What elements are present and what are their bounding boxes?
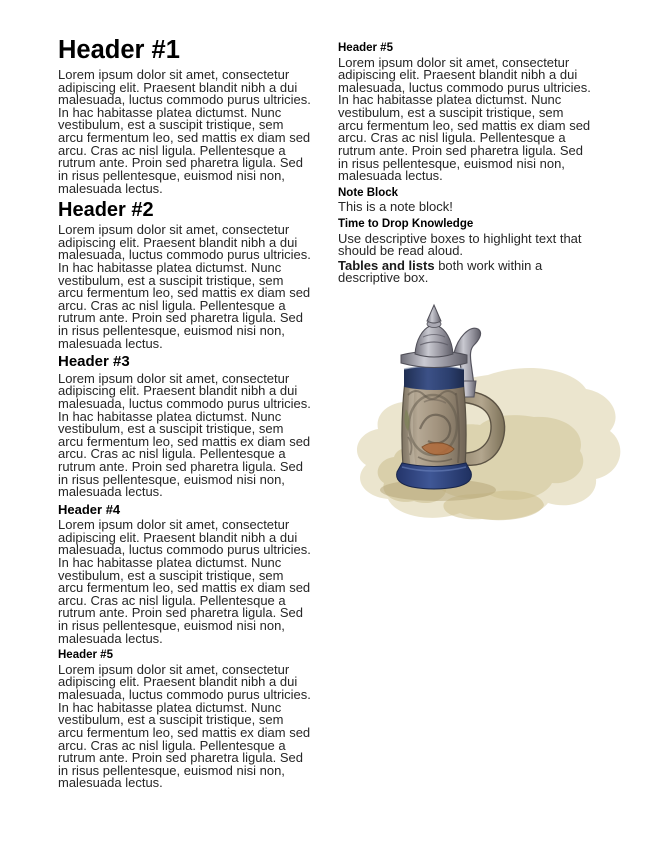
note-block-text: This is a note block! xyxy=(338,199,453,215)
header-4: Header #4 xyxy=(58,501,121,517)
right-column xyxy=(338,36,591,844)
header-1: Header #1 xyxy=(58,36,180,64)
beer-stein-illustration xyxy=(338,297,638,527)
header-5-left: Header #5 xyxy=(58,649,113,662)
header-3: Header #3 xyxy=(58,353,130,371)
tables-lists-line xyxy=(338,257,591,286)
header-2: Header #2 xyxy=(58,199,154,222)
knowledge-title: Time to Drop Knowledge xyxy=(338,217,474,230)
beer-stein-svg xyxy=(338,297,638,527)
lorem-paragraph: Lorem ipsum dolor sit amet, consectetur adipiscing elit. Praesent blandit nibh a dui malesuada, luctus commodo purus ultricies. In hac habitasse platea dictumst. Nunc vestibulum, est a suscipit tristique, sem arcu fermentum leo, sed mattis ex diam sed arcu. Cras ac nisl ligula. Pellentesque a rutrum ante. Proin sed pharetra ligula. Sed in risus pellentesque, euismod nisi non, malesuada lectus. xyxy=(58,517,311,646)
lorem-paragraph: Lorem ipsum dolor sit amet, consectetur adipiscing elit. Praesent blandit nibh a dui malesuada, luctus commodo purus ultricies. In hac habitasse platea dictumst. Nunc vestibulum, est a suscipit tristique, sem arcu fermentum leo, sed mattis ex diam sed arcu. Cras ac nisl ligula. Pellentesque a rutrum ante. Proin sed pharetra ligula. Sed in risus pellentesque, euismod nisi non, malesuada lectus. xyxy=(58,67,311,196)
lorem-paragraph: Lorem ipsum dolor sit amet, consectetur adipiscing elit. Praesent blandit nibh a dui malesuada, luctus commodo purus ultricies. In hac habitasse platea dictumst. Nunc vestibulum, est a suscipit tristique, sem arcu fermentum leo, sed mattis ex diam sed arcu. Cras ac nisl ligula. Pellentesque a rutrum ante. Proin sed pharetra ligula. Sed in risus pellentesque, euismod nisi non, malesuada lectus. xyxy=(58,370,311,500)
lorem-paragraph: Lorem ipsum dolor sit amet, consectetur adipiscing elit. Praesent blandit nibh a dui malesuada, luctus commodo purus ultricies. In hac habitasse platea dictumst. Nunc vestibulum, est a suscipit tristique, sem arcu fermentum leo, sed mattis ex diam sed arcu. Cras ac nisl ligula. Pellentesque a rutrum ante. Proin sed pharetra ligula. Sed in risus pellentesque, euismod nisi non, malesuada lectus. xyxy=(58,661,311,791)
knowledge-text: Use descriptive boxes to highlight text that should be read aloud. xyxy=(338,230,582,259)
header-5-right: Header #5 xyxy=(338,42,393,54)
left-column xyxy=(58,36,311,844)
note-block-title: Note Block xyxy=(338,186,399,199)
lorem-paragraph: Lorem ipsum dolor sit amet, consectetur adipiscing elit. Praesent blandit nibh a dui malesuada, luctus commodo purus ultricies. In hac habitasse platea dictumst. Nunc vestibulum, est a suscipit tristique, sem arcu fermentum leo, sed mattis ex diam sed arcu. Cras ac nisl ligula. Pellentesque a rutrum ante. Proin sed pharetra ligula. Sed in risus pellentesque, euismod nisi non, malesuada lectus. xyxy=(338,54,591,184)
tables-lists-bold: Tables and lists xyxy=(338,257,435,273)
tables-lists-rest: both work within a descriptive box. xyxy=(338,257,543,286)
lorem-paragraph: Lorem ipsum dolor sit amet, consectetur adipiscing elit. Praesent blandit nibh a dui malesuada, luctus commodo purus ultricies. In hac habitasse platea dictumst. Nunc vestibulum, est a suscipit tristique, sem arcu fermentum leo, sed mattis ex diam sed arcu. Cras ac nisl ligula. Pellentesque a rutrum ante. Proin sed pharetra ligula. Sed in risus pellentesque, euismod nisi non, malesuada lectus. xyxy=(58,222,311,351)
